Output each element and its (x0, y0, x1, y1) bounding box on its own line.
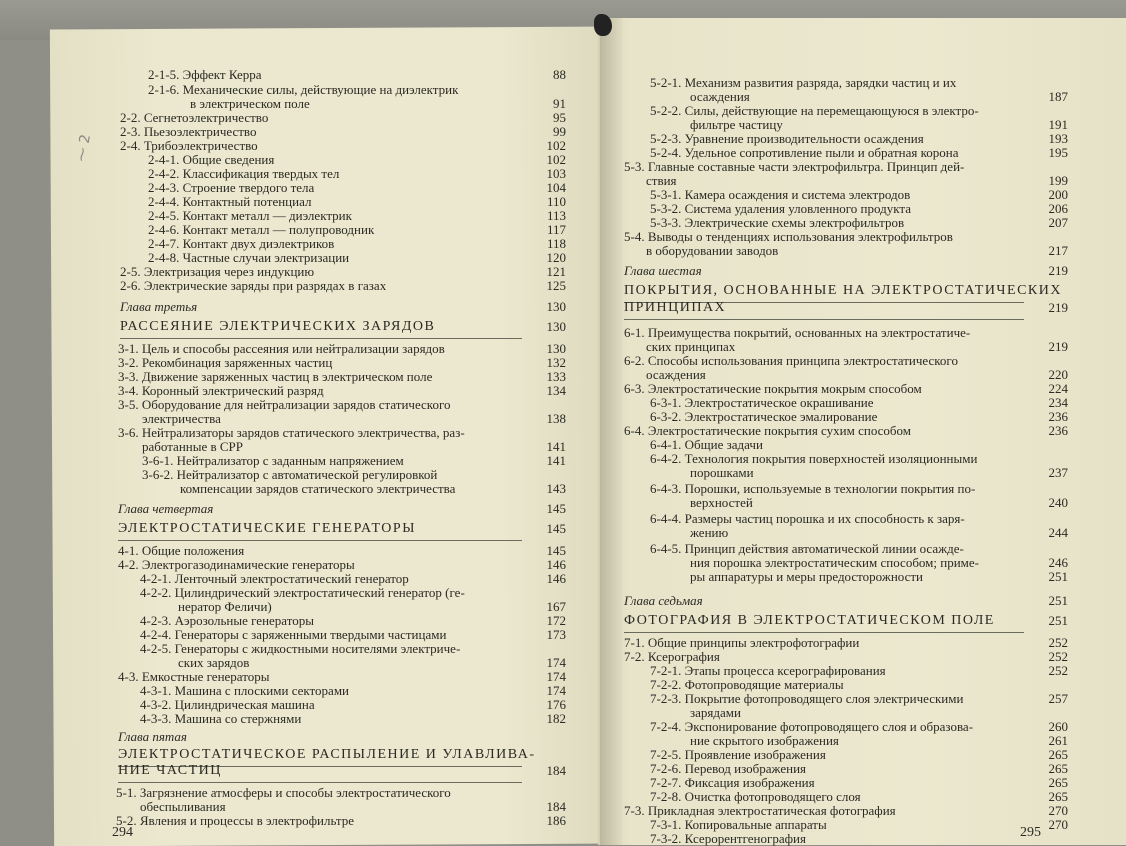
page-ref: 104 (546, 180, 566, 195)
toc-entry: 2-5. Электризация через индукцию (120, 264, 315, 279)
toc-entry: ствия (646, 173, 677, 188)
toc-entry: 6-4-5. Принцип действия автоматической линии осажде- (650, 541, 964, 556)
page-ref: 95 (553, 110, 566, 125)
toc-entry: 4-2-3. Аэрозольные генераторы (140, 613, 314, 628)
toc-entry: 2-6. Электрические заряды при разрядах в газах (120, 278, 387, 293)
toc-entry: 3-3. Движение заряженных частиц в электрическом поле (118, 369, 433, 384)
page-ref: 184 (546, 763, 566, 778)
toc-entry: 5-2-3. Уравнение производительности осаждения (650, 131, 924, 146)
toc-entry: 4-1. Общие положения (118, 543, 245, 558)
chapter-title: НИЕ ЧАСТИЦ (118, 763, 222, 778)
page-ref: 265 (1048, 747, 1068, 762)
page-ref: 102 (546, 152, 566, 167)
toc-entry: 3-6-1. Нейтрализатор с заданным напряжением (142, 453, 404, 468)
page-ref: 174 (546, 655, 566, 670)
page-ref: 110 (546, 194, 566, 209)
page-ref: 120 (546, 250, 566, 265)
toc-entry: 4-3. Емкостные генераторы (118, 669, 270, 684)
toc-entry: 7-2-7. Фиксация изображения (650, 775, 815, 790)
page-ref: 193 (1048, 131, 1068, 146)
toc-entry: 7-2-1. Этапы процесса ксерографирования (650, 663, 886, 678)
chapter-rule (624, 319, 1024, 320)
page-ref: 176 (546, 697, 566, 712)
page-ref: 113 (546, 208, 566, 223)
page-ref: 246 (1048, 555, 1068, 570)
page-ref: 270 (1048, 817, 1068, 832)
page-ref: 240 (1048, 495, 1068, 510)
toc-entry: 6-4-4. Размеры частиц порошка и их способность к заря- (650, 511, 965, 526)
toc-entry: 6-3-2. Электростатическое эмалирование (650, 409, 878, 424)
page-ref: 146 (546, 557, 566, 572)
toc-entry: 2-4-3. Строение твердого тела (148, 180, 315, 195)
page-ref: 146 (546, 571, 566, 586)
toc-entry: ние скрытого изображения (690, 733, 839, 748)
page-ref: 173 (546, 627, 566, 642)
toc-entry: обеспыливания (140, 799, 226, 814)
page-ref: 252 (1048, 663, 1068, 678)
toc-entry: 6-4-2. Технология покрытия поверхностей изоляционными (650, 451, 978, 466)
page-ref: 138 (546, 411, 566, 426)
toc-entry: 2-4-4. Контактный потенциал (148, 194, 312, 209)
page-ref: 174 (546, 683, 566, 698)
chapter-title: ЭЛЕКТРОСТАТИЧЕСКИЕ ГЕНЕРАТОРЫ (118, 521, 416, 536)
toc-entry: 5-3-1. Камера осаждения и система электродов (650, 187, 911, 202)
chapter-label: Глава четвертая (118, 501, 214, 516)
page-ref: 265 (1048, 761, 1068, 776)
toc-entry: ских зарядов (178, 655, 250, 670)
toc-entry: 4-3-2. Цилиндрическая машина (140, 697, 315, 712)
toc-entry: 6-3-1. Электростатическое окрашивание (650, 395, 874, 410)
toc-entry: 2-1-5. Эффект Керра (148, 67, 262, 82)
toc-entry: 7-1. Общие принципы электрофотографии (624, 635, 860, 650)
page-ref: 265 (1048, 789, 1068, 804)
page-ref: 172 (546, 613, 566, 628)
page-ref: 186 (546, 813, 566, 828)
toc-entry: порошками (690, 465, 754, 480)
toc-entry: ния порошка электростатическим способом; приме- (690, 555, 980, 570)
chapter-rule (624, 632, 1024, 633)
page-ref: 145 (546, 543, 566, 558)
page-ref: 199 (1048, 173, 1068, 188)
toc-entry: 5-2-2. Силы, действующие на перемещающуюся в электро- (650, 103, 979, 118)
page-ref: 257 (1048, 691, 1068, 706)
page-ref: 251 (1048, 613, 1068, 628)
page-ref: 130 (546, 341, 566, 356)
chapter-label: Глава третья (120, 299, 198, 314)
toc-entry: 5-4. Выводы о тенденциях использования электрофильтров (624, 229, 953, 244)
page-ref: 207 (1048, 215, 1068, 230)
page-ref: 244 (1048, 525, 1068, 540)
page-ref: 252 (1048, 635, 1068, 650)
toc-entry: 7-3. Прикладная электростатическая фотография (624, 803, 896, 818)
toc-entry: 7-2-5. Проявление изображения (650, 747, 826, 762)
page-ref: 130 (546, 299, 566, 314)
chapter-rule (120, 338, 522, 339)
toc-entry: 4-3-1. Машина с плоскими секторами (140, 683, 350, 698)
page-ref: 141 (546, 453, 566, 468)
chapter-rule (118, 782, 522, 783)
toc-entry: 7-2. Ксерография (624, 649, 720, 664)
chapter-label: Глава шестая (624, 263, 702, 278)
page-ref: 102 (546, 138, 566, 153)
toc-entry: 2-1-6. Механические силы, действующие на диэлектрик (148, 82, 459, 97)
page-ref: 167 (546, 599, 566, 614)
toc-entry: 2-4-7. Контакт двух диэлектриков (148, 236, 335, 251)
toc-entry: 2-4-8. Частные случаи электризации (148, 250, 350, 265)
ink-spot (594, 14, 612, 36)
chapter-title: ЭЛЕКТРОСТАТИЧЕСКОЕ РАСПЫЛЕНИЕ И УЛАВЛИВА- (118, 747, 536, 762)
chapter-title: ПОКРЫТИЯ, ОСНОВАННЫЕ НА ЭЛЕКТРОСТАТИЧЕСКИХ (624, 283, 1062, 298)
page-ref: 117 (546, 222, 566, 237)
page-ref: 200 (1048, 187, 1068, 202)
left-page-number: 294 (112, 825, 133, 840)
toc-entry: нератор Феличи) (178, 599, 272, 614)
page-ref: 141 (546, 439, 566, 454)
toc-entry: фильтре частицу (690, 117, 783, 132)
toc-entry: ских принципах (646, 339, 736, 354)
chapter-title: РАССЕЯНИЕ ЭЛЕКТРИЧЕСКИХ ЗАРЯДОВ (120, 319, 436, 334)
page-ref: 103 (546, 166, 566, 181)
toc-entry: 4-2-1. Ленточный электростатический генератор (140, 571, 409, 586)
page-ref: 99 (553, 124, 566, 139)
toc-entry: 5-2-1. Механизм развития разряда, зарядки частиц и их (650, 75, 957, 90)
page-ref: 88 (553, 67, 566, 82)
toc-entry: 2-4-2. Классификация твердых тел (148, 166, 340, 181)
toc-entry: работанные в СРР (142, 439, 244, 454)
page-ref: 219 (1048, 300, 1068, 315)
toc-entry: 7-2-4. Экспонирование фотопроводящего слоя и образова- (650, 719, 974, 734)
page-ref: 130 (546, 319, 566, 334)
page-ref: 219 (1048, 263, 1068, 278)
toc-entry: жению (690, 525, 729, 540)
page-ref: 191 (1048, 117, 1068, 132)
page-ref: 251 (1048, 593, 1068, 608)
toc-entry: 6-4-1. Общие задачи (650, 437, 763, 452)
toc-entry: 6-4. Электростатические покрытия сухим способом (624, 423, 912, 438)
chapter-title: ПРИНЦИПАХ (624, 300, 727, 315)
page-ref: 224 (1048, 381, 1068, 396)
toc-entry: 5-2-4. Удельное сопротивление пыли и обратная корона (650, 145, 959, 160)
toc-entry: 7-3-2. Ксерорентгенография (650, 831, 806, 846)
toc-entry: осаждения (646, 367, 706, 382)
toc-entry: электричества (142, 411, 221, 426)
page-ref: 237 (1048, 465, 1068, 480)
page-ref: 219 (1048, 339, 1068, 354)
toc-entry: 7-3-1. Копировальные аппараты (650, 817, 827, 832)
toc-entry: ры аппаратуры и меры предосторожности (690, 569, 924, 584)
toc-entry: 2-3. Пьезоэлектричество (120, 124, 257, 139)
page-ref: 195 (1048, 145, 1068, 160)
toc-entry: в электрическом поле (190, 96, 310, 111)
page-ref: 236 (1048, 409, 1068, 424)
toc-entry: зарядами (690, 705, 741, 720)
page-ref: 145 (546, 501, 566, 516)
page-ref: 91 (553, 96, 566, 111)
page-ref: 236 (1048, 423, 1068, 438)
toc-entry: 2-4. Трибоэлектричество (120, 138, 258, 153)
page-ref: 217 (1048, 243, 1068, 258)
pencil-mark: ⁓ 2 (73, 133, 94, 163)
toc-entry: 3-5. Оборудование для нейтрализации зарядов статического (118, 397, 451, 412)
toc-entry: 4-2. Электрогазодинамические генераторы (118, 557, 355, 572)
chapter-rule (118, 540, 522, 541)
toc-entry: 3-1. Цель и способы рассеяния или нейтрализации зарядов (118, 341, 445, 356)
toc-entry: 7-2-8. Очистка фотопроводящего слоя (650, 789, 861, 804)
toc-entry: 5-3-2. Система удаления уловленного продукта (650, 201, 912, 216)
page-ref: 234 (1048, 395, 1068, 410)
toc-entry: 3-4. Коронный электрический разряд (118, 383, 324, 398)
toc-entry: осаждения (690, 89, 750, 104)
page-ref: 118 (546, 236, 566, 251)
toc-entry: верхностей (690, 495, 753, 510)
toc-entry: 5-3-3. Электрические схемы электрофильтров (650, 215, 905, 230)
toc-entry: 6-4-3. Порошки, используемые в технологии покрытия по- (650, 481, 976, 496)
toc-entry: 6-1. Преимущества покрытий, основанных на электростатиче- (624, 325, 971, 340)
page-ref: 143 (546, 481, 566, 496)
toc-entry: 3-2. Рекомбинация заряженных частиц (118, 355, 333, 370)
right-page-number: 295 (1020, 825, 1041, 840)
page-ref: 265 (1048, 775, 1068, 790)
chapter-label: Глава пятая (118, 729, 187, 744)
page-ref: 206 (1048, 201, 1068, 216)
page-ref: 174 (546, 669, 566, 684)
toc-entry: 4-2-2. Цилиндрический электростатический генератор (ге- (140, 585, 465, 600)
toc-entry: 2-4-6. Контакт металл — полупроводник (148, 222, 375, 237)
page-ref: 145 (546, 521, 566, 536)
toc-entry: 5-2. Явления и процессы в электрофильтре (116, 813, 354, 828)
toc-entry: 4-2-4. Генераторы с заряженными твердыми частицами (140, 627, 447, 642)
toc-entry: 3-6. Нейтрализаторы зарядов статического электричества, раз- (118, 425, 465, 440)
toc-entry: 3-6-2. Нейтрализатор с автоматической регулировкой (142, 467, 438, 482)
toc-entry: 2-4-5. Контакт металл — диэлектрик (148, 208, 352, 223)
page-ref: 133 (546, 369, 566, 384)
book-gutter (600, 18, 622, 845)
toc-entry: 2-2. Сегнетоэлектричество (120, 110, 269, 125)
toc-entry: 7-2-6. Перевод изображения (650, 761, 806, 776)
toc-entry: 5-3. Главные составные части электрофильтра. Принцип дей- (624, 159, 965, 174)
page-ref: 260 (1048, 719, 1068, 734)
toc-entry: компенсации зарядов статического электричества (180, 481, 456, 496)
toc-entry: 7-2-2. Фотопроводящие материалы (650, 677, 844, 692)
page-ref: 125 (546, 278, 566, 293)
page-ref: 134 (546, 383, 566, 398)
toc-entry: 4-2-5. Генераторы с жидкостными носителями электриче- (140, 641, 461, 656)
toc-entry: 6-2. Способы использования принципа электростатического (624, 353, 958, 368)
page-ref: 220 (1048, 367, 1068, 382)
page-ref: 187 (1048, 89, 1068, 104)
page-ref: 251 (1048, 569, 1068, 584)
page-ref: 270 (1048, 803, 1068, 818)
toc-entry: 4-3-3. Машина со стержнями (140, 711, 302, 726)
toc-entry: в оборудовании заводов (646, 243, 779, 258)
page-ref: 261 (1048, 733, 1068, 748)
toc-entry: 5-1. Загрязнение атмосферы и способы электростатического (116, 785, 451, 800)
toc-entry: 7-2-3. Покрытие фотопроводящего слоя электрическими (650, 691, 964, 706)
page-ref: 184 (546, 799, 566, 814)
page-ref: 182 (546, 711, 566, 726)
page-ref: 121 (546, 264, 566, 279)
chapter-title: ФОТОГРАФИЯ В ЭЛЕКТРОСТАТИЧЕСКОМ ПОЛЕ (624, 613, 995, 628)
page-ref: 252 (1048, 649, 1068, 664)
toc-entry: 2-4-1. Общие сведения (148, 152, 275, 167)
toc-entry: 6-3. Электростатические покрытия мокрым способом (624, 381, 922, 396)
chapter-label: Глава седьмая (624, 593, 703, 608)
page-ref: 132 (546, 355, 566, 370)
